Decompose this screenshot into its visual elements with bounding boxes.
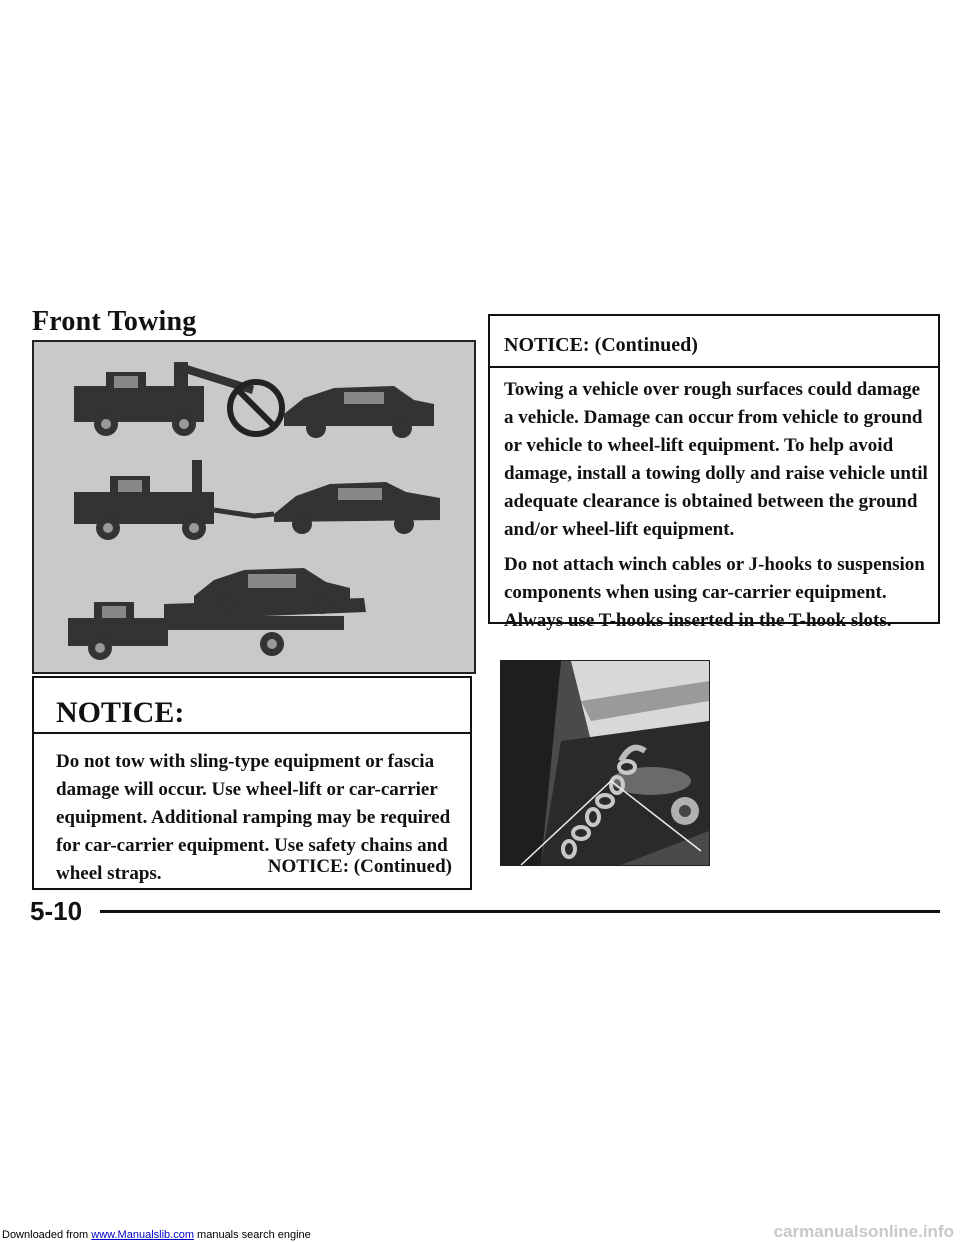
notice-header <box>34 678 470 734</box>
sling-towed-car <box>284 386 434 438</box>
notice-continued-text <box>504 376 928 642</box>
notice-paragraph: Towing a vehicle over rough surfaces could damage a vehicle. Damage can occur from vehicle to ground or vehicle to wheel-lift equipment. To help avoid damage, install a towing dolly and raise vehicle until adequate clearance is obtained between the ground and/or wheel-lift equipment. <box>504 379 928 540</box>
t-hook-slot-photo <box>500 660 710 866</box>
notice-heading: NOTICE: <box>56 696 185 729</box>
manualslib-link[interactable]: www.Manualslib.com <box>91 1229 194 1241</box>
sling-tow-truck <box>74 362 254 436</box>
page-number: 5-10 <box>30 896 83 926</box>
banner-prefix: Downloaded from <box>2 1229 89 1241</box>
section-title: Front Towing <box>32 306 197 337</box>
towing-methods-illustration <box>32 340 476 674</box>
notice-continued-heading: NOTICE: (Continued) <box>504 334 698 356</box>
notice-text: Do not tow with sling-type equipment or fascia damage will occur. Use wheel-lift or car-carrier equipment. Additional ramping may be required for car-carrier equipment. Use safety chains and wheel straps. <box>56 751 451 884</box>
download-banner <box>2 1229 311 1241</box>
notice-paragraph: Do not attach winch cables or J-hooks to suspension components when using car-carrier equipment. Always use T-hooks inserted in the T-hook slots. <box>504 554 925 631</box>
wheel-lift-towed-car <box>274 482 440 534</box>
sling-no-symbol <box>230 382 282 434</box>
notice-continued-box <box>488 314 940 631</box>
notice-continued-label: NOTICE: (Continued) <box>267 856 452 877</box>
page-footer <box>30 896 940 926</box>
wheel-lift-truck <box>74 460 274 540</box>
footer-rule <box>100 910 940 913</box>
notice-box <box>32 676 472 890</box>
site-watermark: carmanualsonline.info <box>773 1222 954 1241</box>
notice-continued-header <box>490 316 938 368</box>
banner-suffix: manuals search engine <box>197 1229 311 1241</box>
